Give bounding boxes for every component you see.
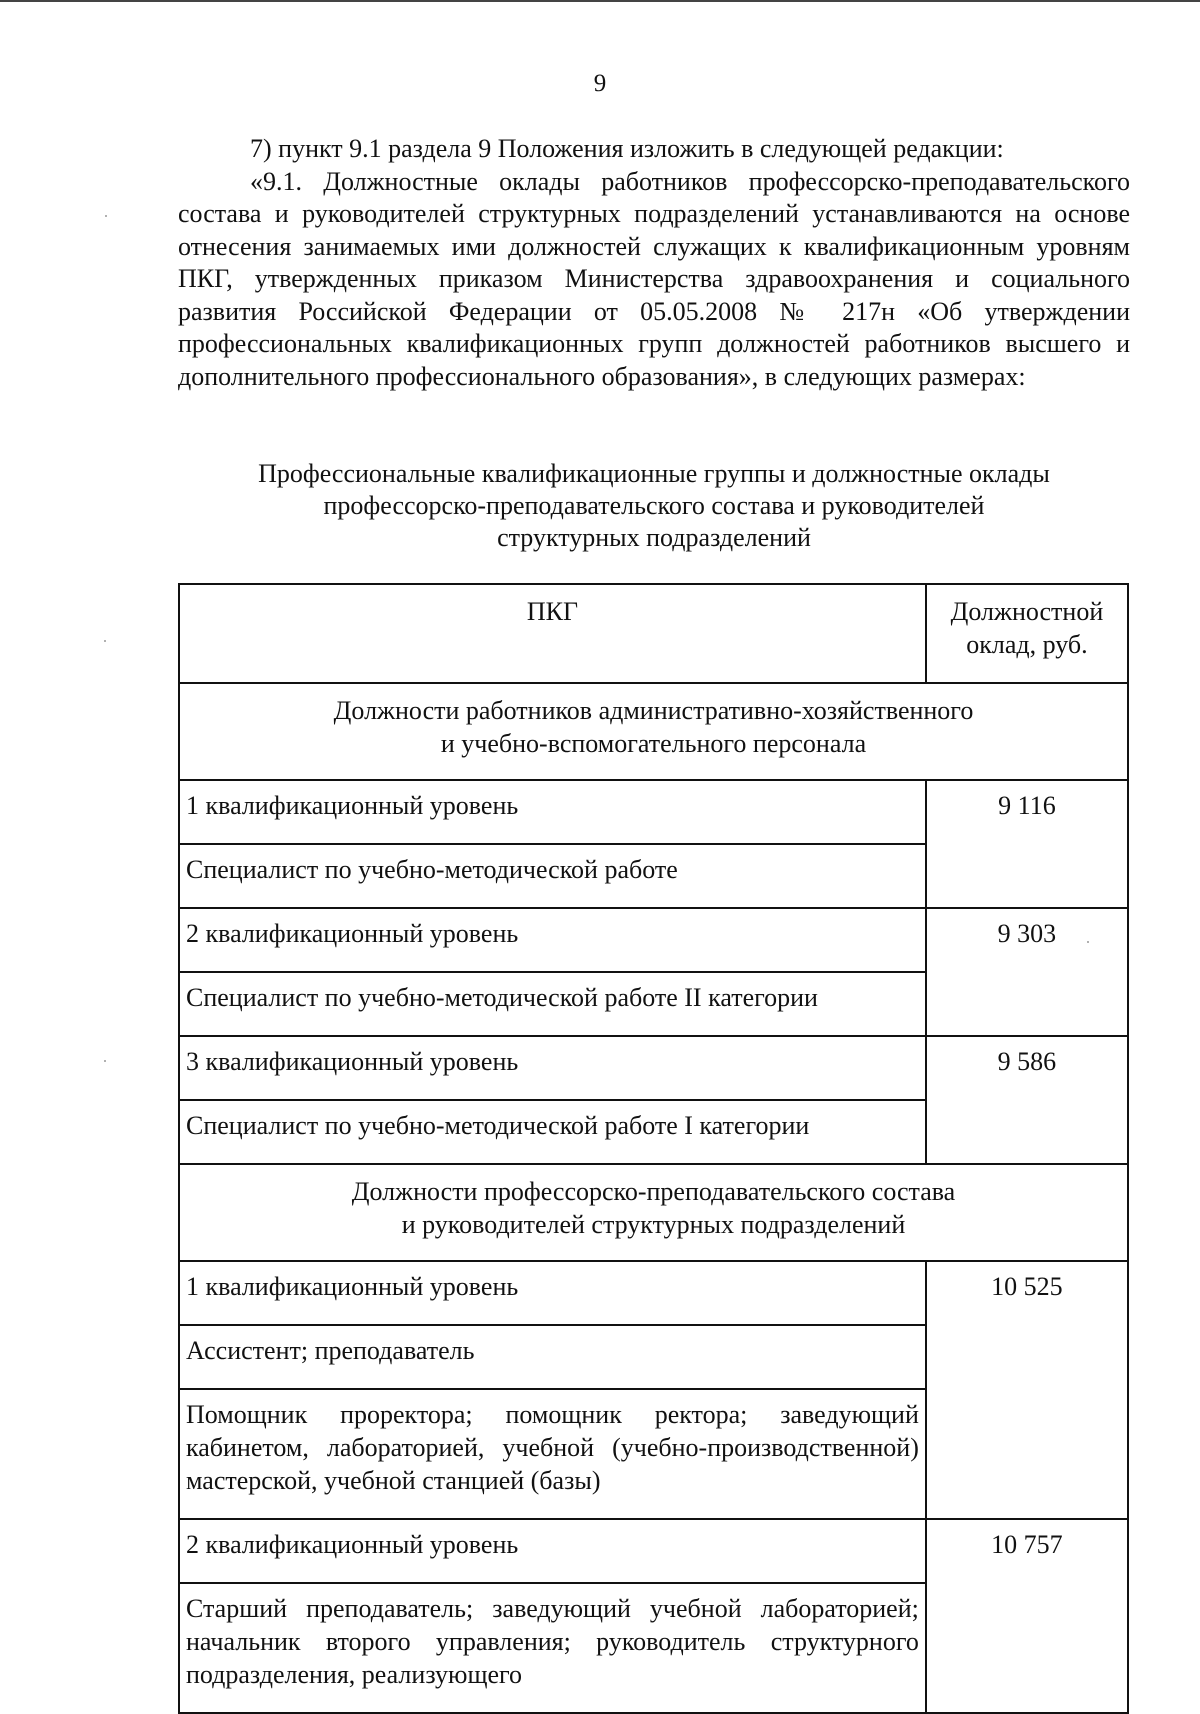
salary-table xyxy=(178,583,1129,1714)
table-row xyxy=(179,1261,1128,1325)
section-title-line: и учебно-вспомогательного персонала xyxy=(440,729,867,758)
table-row xyxy=(179,908,1128,972)
table-title-line: Профессиональные квалификационные группы и должностные оклады xyxy=(258,459,1050,488)
table-title-line: профессорско-преподавательского состава и руководителей xyxy=(323,491,985,520)
salary-cell: 9 586 xyxy=(926,1036,1128,1164)
position-cell: Специалист по учебно-методической работе xyxy=(179,844,926,908)
level-cell: 2 квалификационный уровень xyxy=(179,908,926,972)
table-row xyxy=(179,1519,1128,1583)
level-cell: 2 квалификационный уровень xyxy=(179,1519,926,1583)
table-header-row xyxy=(179,584,1128,683)
section-title xyxy=(179,1164,1128,1261)
header-pkg: ПКГ xyxy=(179,584,926,683)
header-salary-line: Должностной xyxy=(950,597,1104,626)
header-salary xyxy=(926,584,1128,683)
level-cell: 3 квалификационный уровень xyxy=(179,1036,926,1100)
salary-cell: 10 757 xyxy=(926,1519,1128,1713)
page-number: 9 xyxy=(593,70,607,97)
salary-cell: 10 525 xyxy=(926,1261,1128,1519)
salary-cell: 9 303 xyxy=(926,908,1128,1036)
scan-speck xyxy=(104,1060,106,1062)
section-title-line: и руководителей структурных подразделений xyxy=(401,1210,906,1239)
position-cell: Помощник проректора; помощник ректора; заведующий кабинетом, лабораторией, учебной (учебно-производственной) мастерской, учебной станцией (базы) xyxy=(179,1389,926,1519)
intro-line: 7) пункт 9.1 раздела 9 Положения изложить в следующей редакции: xyxy=(250,134,1004,163)
level-cell: 1 квалификационный уровень xyxy=(179,1261,926,1325)
section-row xyxy=(179,1164,1128,1261)
table-row xyxy=(179,780,1128,844)
scan-speck xyxy=(104,640,106,642)
intro-paragraph: «9.1. Должностные оклады работников профессорско-преподавательского состава и руководителей структурных подразделений устанавливаются на основе отнесения занимаемых ими должностей служащих к квалификационным уровням ПКГ, утвержденных приказом Министерства здравоохранения и социального развития Российской Федерации от 05.05.2008 № 217н «Об утверждении профессиональных квалификационных групп должностей работников высшего и дополнительного профессионального образования», в следующих размерах: xyxy=(178,166,1130,391)
position-cell: Ассистент; преподаватель xyxy=(179,1325,926,1389)
table-title xyxy=(178,458,1130,554)
scan-speck xyxy=(105,215,107,217)
header-salary-line: оклад, руб. xyxy=(966,630,1088,659)
position-cell: Специалист по учебно-методической работе I категории xyxy=(179,1100,926,1164)
scan-speck xyxy=(1087,941,1089,943)
section-title-line: Должности работников административно-хозяйственного xyxy=(333,696,974,725)
table-title-line: структурных подразделений xyxy=(497,523,811,552)
intro-text xyxy=(178,133,1130,393)
position-cell: Старший преподаватель; заведующий учебной лабораторией; начальник второго управления; руководитель структурного подразделения, реализующего xyxy=(179,1583,926,1713)
position-cell: Специалист по учебно-методической работе II категории xyxy=(179,972,926,1036)
section-row xyxy=(179,683,1128,780)
level-cell: 1 квалификационный уровень xyxy=(179,780,926,844)
salary-cell: 9 116 xyxy=(926,780,1128,908)
section-title-line: Должности профессорско-преподавательского состава xyxy=(351,1177,956,1206)
scan-top-edge xyxy=(0,0,1200,2)
table-row xyxy=(179,1036,1128,1100)
section-title xyxy=(179,683,1128,780)
